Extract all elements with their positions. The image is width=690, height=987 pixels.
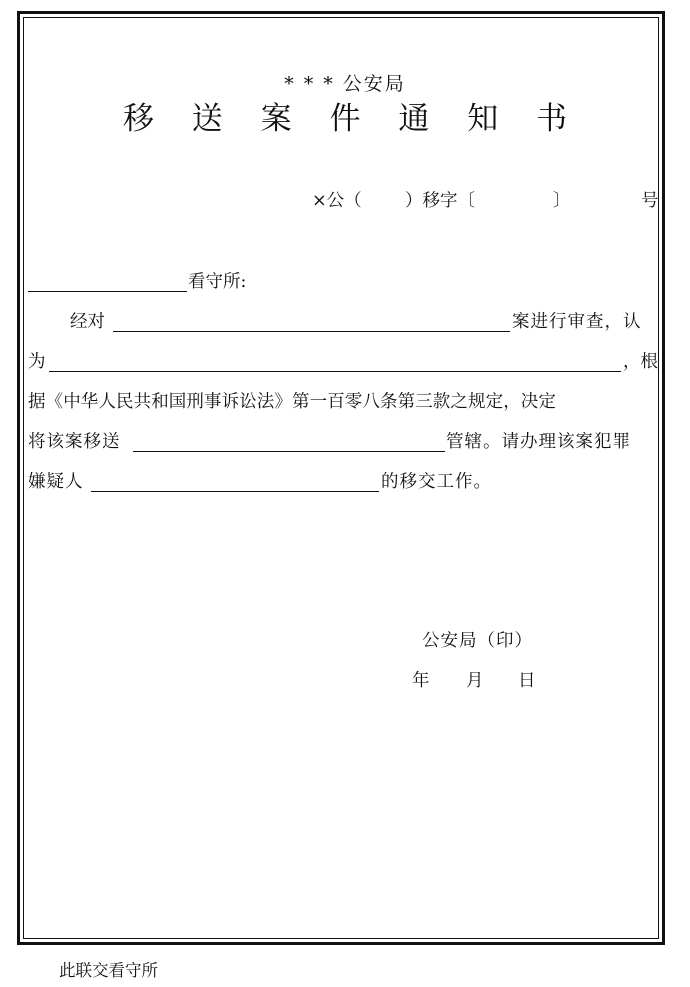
agency-name: * * * 公安局 [284,73,406,95]
body-line4-end: 管辖。请办理该案犯罪 [446,432,631,452]
body-line1-start: 经对 [70,312,105,332]
body-line3: 据《中华人民共和国刑事诉讼法》第一百零八条第三款之规定，决定 [28,392,556,412]
date-month: 月 [466,671,484,691]
date-year: 年 [412,671,430,691]
suspect-blank [91,491,379,492]
recipient-blank [28,291,187,292]
doc-number-prefix: ×公（ [312,191,362,211]
doc-number-bracket-close: 〕 [553,191,571,211]
jurisdiction-blank [133,451,445,452]
body-line5-end: 的移交工作。 [381,472,492,492]
date-day: 日 [518,671,536,691]
document-title: 移 送 案 件 通 知 书 [122,101,582,137]
recipient-label: 看守所: [188,272,247,292]
reason-blank [49,371,621,372]
doc-number-suffix: 号 [641,191,659,211]
body-line5-start: 嫌疑人 [28,472,84,492]
body-line1-end: 案进行审查，认 [512,312,642,332]
footer-note: 此联交看守所 [59,961,158,980]
case-name-blank [113,331,510,332]
doc-number-middle: ）移字〔 [405,191,475,211]
body-line2-end: ，根 [623,352,658,372]
body-line2-start: 为 [28,352,46,372]
body-line4-start: 将该案移送 [28,432,121,452]
seal-label: 公安局（印） [422,631,533,651]
inner-border [23,17,659,939]
